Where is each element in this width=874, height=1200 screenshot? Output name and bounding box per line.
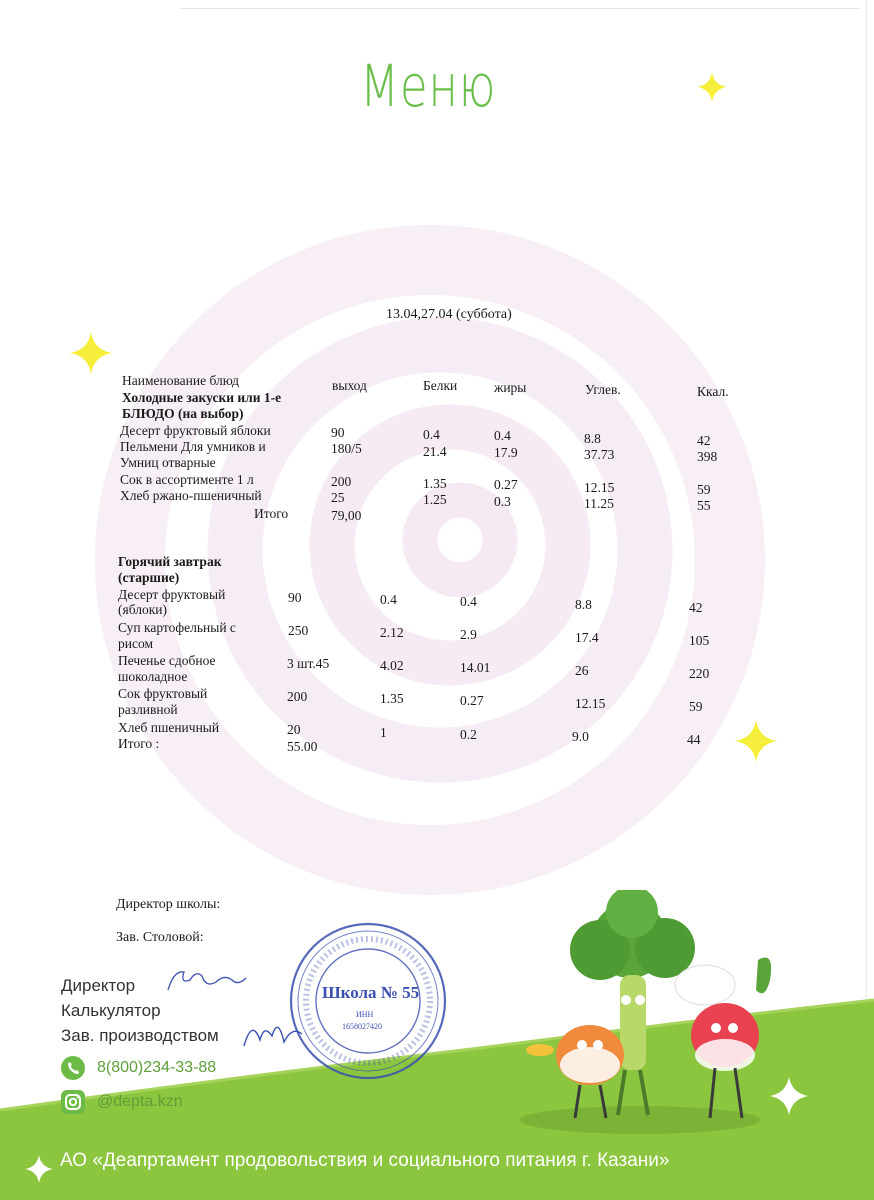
s2-row4-carbs: 12.15 bbox=[575, 696, 606, 711]
sparkle-icon bbox=[68, 330, 114, 376]
s2-row2-carbs: 17.4 bbox=[575, 630, 599, 645]
s2-row5-protein: 1 bbox=[380, 725, 387, 740]
s2-row1-fat: 0.4 bbox=[460, 594, 477, 609]
s1-row1-name: Десерт фруктовый яблоки bbox=[120, 423, 271, 438]
s1-row3-protein: 1.35 bbox=[423, 476, 447, 491]
s1-row2-protein: 21.4 bbox=[423, 444, 447, 459]
s2-row4-protein: 1.35 bbox=[380, 691, 404, 706]
s2-row2-output: 250 bbox=[288, 623, 309, 638]
s2-row2-name: Суп картофельный с bbox=[118, 620, 236, 635]
s1-row4-carbs: 11.25 bbox=[584, 496, 614, 511]
phone-icon bbox=[61, 1056, 85, 1080]
s1-row4-name: Хлеб ржано-пшеничный bbox=[120, 488, 262, 503]
sparkle-icon bbox=[24, 1154, 54, 1184]
s2-row5-output: 20 bbox=[287, 722, 301, 737]
production-signature bbox=[238, 1012, 308, 1056]
s1-row3-output: 200 bbox=[331, 474, 352, 489]
s1-row4-kcal: 55 bbox=[697, 498, 711, 513]
s2-row3-carbs: 26 bbox=[575, 663, 589, 678]
s2-row5-carbs: 9.0 bbox=[572, 729, 589, 744]
s2-row3-name-line2: шоколадное bbox=[118, 669, 188, 684]
s2-row1-name: Десерт фруктовый bbox=[118, 587, 226, 602]
s2-row5-fat: 0.2 bbox=[460, 727, 477, 742]
s1-row2-kcal: 398 bbox=[697, 449, 718, 464]
section1-heading: Холодные закуски или 1-е bbox=[122, 390, 282, 405]
s1-row1-kcal: 42 bbox=[697, 433, 711, 448]
s2-row5-name: Хлеб пшеничный bbox=[118, 720, 220, 735]
col-header-protein: Белки bbox=[423, 378, 458, 393]
sparkle-icon bbox=[733, 718, 779, 764]
s1-row4-fat: 0.3 bbox=[494, 494, 511, 509]
director-signature-label: Директор школы: bbox=[116, 897, 221, 912]
s2-row2-protein: 2.12 bbox=[380, 625, 404, 640]
s2-row4-name: Сок фруктовый bbox=[118, 686, 208, 701]
s1-row1-carbs: 8.8 bbox=[584, 431, 601, 446]
footer-role-calculator: Калькулятор bbox=[61, 1001, 161, 1020]
s1-row2-carbs: 37.73 bbox=[584, 447, 615, 462]
footer-role-director: Директор bbox=[61, 976, 136, 995]
instagram-icon bbox=[61, 1090, 85, 1114]
section2-heading: Горячий завтрак bbox=[118, 554, 222, 569]
s2-row1-carbs: 8.8 bbox=[575, 597, 592, 612]
s2-row3-name: Печенье сдобное bbox=[118, 653, 216, 668]
sparkle-icon bbox=[768, 1075, 810, 1117]
s2-row2-name-line2: рисом bbox=[118, 636, 154, 651]
col-header-output: выход bbox=[332, 378, 367, 393]
s1-row4-output: 25 bbox=[331, 490, 345, 505]
stamp-school-name: Школа № 55 bbox=[322, 983, 420, 1002]
s2-row5-kcal: 44 bbox=[687, 732, 701, 747]
s2-row1-output: 90 bbox=[288, 590, 302, 605]
s1-row2-output: 180/5 bbox=[331, 441, 362, 456]
col-header-kcal: Ккал. bbox=[697, 384, 729, 399]
s2-row3-output: 3 шт.45 bbox=[287, 656, 330, 671]
s2-row4-name-line2: разливной bbox=[118, 702, 178, 717]
s2-row2-fat: 2.9 bbox=[460, 627, 477, 642]
stamp-inn-label: ИНН bbox=[356, 1010, 374, 1019]
contact-phone: 8(800)234-33-88 bbox=[97, 1059, 217, 1076]
contact-instagram: @depta.kzn bbox=[97, 1093, 183, 1110]
s2-row1-kcal: 42 bbox=[689, 600, 703, 615]
section2-heading-line2: (старшие) bbox=[118, 570, 180, 585]
sparkle-icon bbox=[695, 70, 729, 104]
s1-row3-name: Сок в ассортименте 1 л bbox=[120, 472, 254, 487]
s2-total-label: Итого : bbox=[118, 736, 160, 751]
s1-total-value: 79,00 bbox=[331, 508, 362, 523]
col-header-carbs: Углев. bbox=[585, 382, 621, 397]
s2-row4-output: 200 bbox=[287, 689, 308, 704]
page-title: Меню bbox=[360, 52, 497, 120]
s1-row3-carbs: 12.15 bbox=[584, 480, 615, 495]
s2-row2-kcal: 105 bbox=[689, 633, 710, 648]
col-header-name: Наименование блюд bbox=[122, 373, 240, 388]
director-signature bbox=[160, 962, 250, 1002]
s2-row3-fat: 14.01 bbox=[460, 660, 491, 675]
s1-row1-output: 90 bbox=[331, 425, 345, 440]
s1-row3-kcal: 59 bbox=[697, 482, 711, 497]
s1-row2-name: Пельмени Для умников и bbox=[120, 439, 266, 454]
s2-row4-fat: 0.27 bbox=[460, 693, 484, 708]
s1-row3-fat: 0.27 bbox=[494, 477, 518, 492]
s2-row4-kcal: 59 bbox=[689, 699, 703, 714]
s2-row3-kcal: 220 bbox=[689, 666, 710, 681]
s2-row1-protein: 0.4 bbox=[380, 592, 397, 607]
s2-row3-protein: 4.02 bbox=[380, 658, 404, 673]
s1-row2-fat: 17.9 bbox=[494, 445, 518, 460]
s2-total-value: 55.00 bbox=[287, 739, 318, 754]
col-header-fat: жиры bbox=[494, 380, 527, 395]
canteen-signature-label: Зав. Столовой: bbox=[116, 930, 204, 945]
s1-total-label: Итого bbox=[254, 506, 289, 521]
s1-row2-name-line2: Умниц отварные bbox=[120, 455, 216, 470]
company-name: АО «Деапртамент продовольствия и социального питания г. Казани» bbox=[60, 1150, 670, 1171]
s1-row1-fat: 0.4 bbox=[494, 428, 511, 443]
vegetable-mascots-illustration bbox=[520, 890, 780, 1140]
footer-role-production: Зав. производством bbox=[61, 1026, 219, 1045]
s1-row1-protein: 0.4 bbox=[423, 427, 440, 442]
s2-row1-name-line2: (яблоки) bbox=[118, 602, 168, 617]
s1-row4-protein: 1.25 bbox=[423, 492, 447, 507]
stamp-inn-number: 1658027420 bbox=[342, 1022, 382, 1031]
section1-heading-line2: БЛЮДО (на выбор) bbox=[122, 406, 244, 421]
menu-date: 13.04,27.04 (суббота) bbox=[386, 307, 512, 322]
